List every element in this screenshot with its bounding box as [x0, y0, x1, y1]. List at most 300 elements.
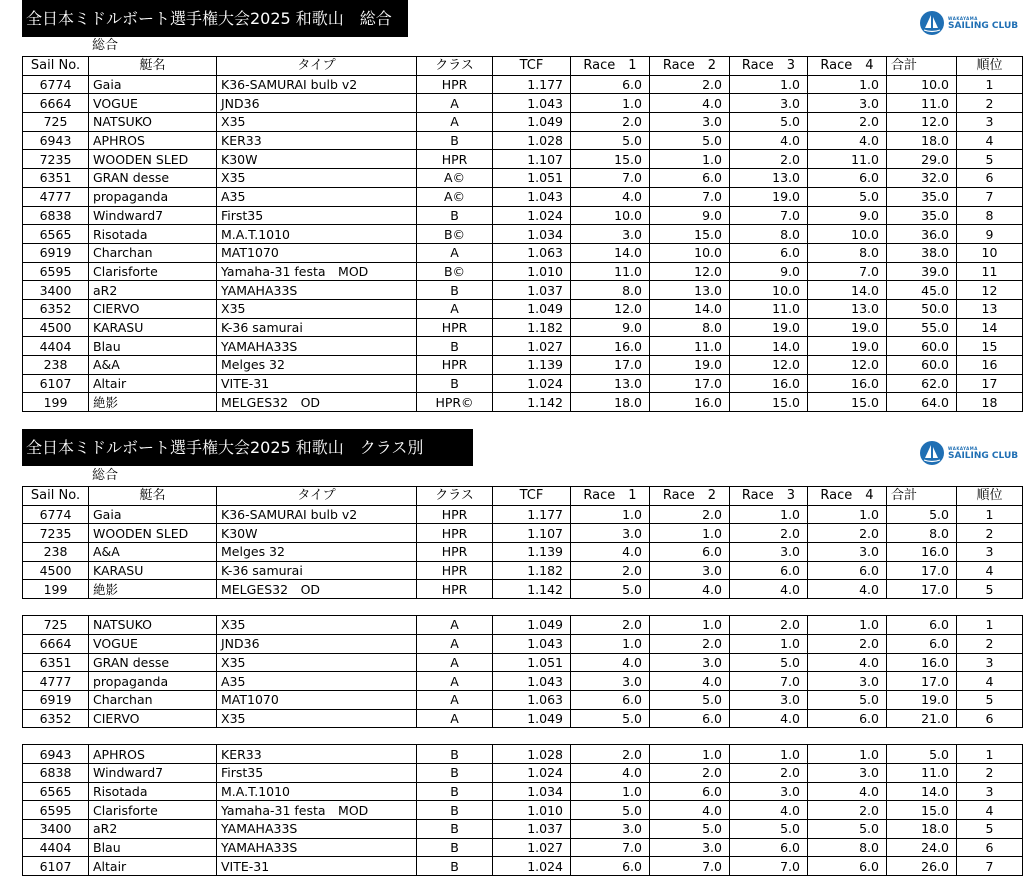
table-row: [23, 801, 1023, 820]
cell-rank: 3: [957, 653, 1023, 672]
column-header-race-3: Race 3: [730, 57, 808, 76]
cell-boat-name: APHROS: [89, 131, 217, 150]
header-row: [23, 57, 1023, 76]
cell-race-4: 4.0: [808, 131, 887, 150]
cell-rank: 5: [957, 150, 1023, 169]
cell-tcf: 1.028: [493, 745, 571, 764]
cell-class: A: [417, 616, 493, 635]
cell-boat-type: Yamaha-31 festa MOD: [217, 262, 417, 281]
cell-race-1: 11.0: [571, 262, 650, 281]
cell-class: B: [417, 374, 493, 393]
cell-race-3: 8.0: [730, 225, 808, 244]
cell-rank: 6: [957, 709, 1023, 728]
cell-sail-no: 3400: [23, 281, 89, 300]
cell-race-2: 4.0: [650, 94, 730, 113]
cell-race-2: 3.0: [650, 561, 730, 580]
cell-sail-no: 6664: [23, 634, 89, 653]
cell-race-1: 3.0: [571, 820, 650, 839]
cell-sail-no: 4404: [23, 838, 89, 857]
cell-race-3: 7.0: [730, 857, 808, 876]
cell-race-4: 2.0: [808, 524, 887, 543]
cell-total: 6.0: [887, 634, 957, 653]
cell-total: 18.0: [887, 820, 957, 839]
cell-sail-no: 6565: [23, 225, 89, 244]
cell-rank: 18: [957, 393, 1023, 412]
cell-race-3: 5.0: [730, 113, 808, 132]
cell-class: HPR: [417, 543, 493, 562]
cell-race-2: 2.0: [650, 763, 730, 782]
cell-boat-name: GRAN desse: [89, 169, 217, 188]
cell-class: A: [417, 634, 493, 653]
sailboat-icon: [919, 440, 945, 466]
cell-tcf: 1.063: [493, 243, 571, 262]
cell-race-1: 12.0: [571, 299, 650, 318]
cell-race-1: 5.0: [571, 709, 650, 728]
cell-boat-name: VOGUE: [89, 94, 217, 113]
cell-sail-no: 6595: [23, 801, 89, 820]
cell-race-4: 2.0: [808, 113, 887, 132]
cell-boat-type: X35: [217, 653, 417, 672]
cell-race-1: 5.0: [571, 580, 650, 599]
table-row: [23, 262, 1023, 281]
cell-tcf: 1.139: [493, 543, 571, 562]
cell-class: HPR: [417, 356, 493, 375]
cell-boat-name: CIERVO: [89, 299, 217, 318]
cell-race-3: 5.0: [730, 820, 808, 839]
table-row: [23, 337, 1023, 356]
cell-total: 19.0: [887, 690, 957, 709]
cell-race-3: 3.0: [730, 94, 808, 113]
cell-rank: 17: [957, 374, 1023, 393]
cell-class: B: [417, 281, 493, 300]
column-header-rank: 順位: [957, 487, 1023, 506]
cell-total: 11.0: [887, 763, 957, 782]
cell-tcf: 1.049: [493, 709, 571, 728]
cell-boat-type: X35: [217, 169, 417, 188]
cell-boat-type: K36-SAMURAI bulb v2: [217, 75, 417, 94]
cell-boat-name: Gaia: [89, 75, 217, 94]
cell-boat-name: KARASU: [89, 318, 217, 337]
cell-tcf: 1.051: [493, 653, 571, 672]
cell-tcf: 1.037: [493, 281, 571, 300]
cell-race-3: 2.0: [730, 150, 808, 169]
cell-boat-type: JND36: [217, 94, 417, 113]
table-row: [23, 318, 1023, 337]
cell-sail-no: 4404: [23, 337, 89, 356]
cell-sail-no: 6838: [23, 763, 89, 782]
cell-rank: 1: [957, 745, 1023, 764]
cell-boat-type: JND36: [217, 634, 417, 653]
overall-subtitle: 総合: [92, 38, 119, 53]
cell-class: A: [417, 243, 493, 262]
cell-boat-name: Altair: [89, 857, 217, 876]
column-header-class: クラス: [417, 487, 493, 506]
cell-race-2: 4.0: [650, 672, 730, 691]
cell-boat-name: Blau: [89, 337, 217, 356]
cell-race-3: 13.0: [730, 169, 808, 188]
column-header-race-3: Race 3: [730, 487, 808, 506]
cell-race-3: 9.0: [730, 262, 808, 281]
cell-boat-name: NATSUKO: [89, 113, 217, 132]
cell-total: 36.0: [887, 225, 957, 244]
cell-class: B: [417, 857, 493, 876]
cell-race-4: 13.0: [808, 299, 887, 318]
column-header-race-2: Race 2: [650, 57, 730, 76]
cell-race-1: 10.0: [571, 206, 650, 225]
cell-tcf: 1.010: [493, 801, 571, 820]
cell-boat-name: Risotada: [89, 782, 217, 801]
cell-rank: 4: [957, 801, 1023, 820]
table-row: [23, 580, 1023, 599]
cell-race-1: 2.0: [571, 113, 650, 132]
cell-rank: 3: [957, 113, 1023, 132]
table-row: [23, 820, 1023, 839]
cell-race-3: 4.0: [730, 580, 808, 599]
cell-sail-no: 4500: [23, 318, 89, 337]
column-header-race-4: Race 4: [808, 57, 887, 76]
cell-total: 55.0: [887, 318, 957, 337]
cell-race-4: 15.0: [808, 393, 887, 412]
cell-boat-type: K30W: [217, 150, 417, 169]
cell-race-2: 1.0: [650, 150, 730, 169]
cell-sail-no: 6838: [23, 206, 89, 225]
table-row: [23, 206, 1023, 225]
cell-total: 35.0: [887, 206, 957, 225]
cell-boat-type: M.A.T.1010: [217, 225, 417, 244]
cell-boat-type: VITE-31: [217, 857, 417, 876]
cell-race-1: 1.0: [571, 782, 650, 801]
cell-race-1: 3.0: [571, 524, 650, 543]
separator-cell: [23, 599, 1023, 616]
table-row: [23, 616, 1023, 635]
cell-rank: 3: [957, 543, 1023, 562]
table-row: [23, 94, 1023, 113]
class-results-table: [22, 486, 1023, 876]
cell-rank: 2: [957, 634, 1023, 653]
cell-total: 62.0: [887, 374, 957, 393]
cell-tcf: 1.010: [493, 262, 571, 281]
logo-small-text: WAKAYAMA: [948, 446, 978, 451]
cell-boat-name: Altair: [89, 374, 217, 393]
cell-boat-type: First35: [217, 763, 417, 782]
cell-tcf: 1.051: [493, 169, 571, 188]
cell-race-1: 7.0: [571, 169, 650, 188]
cell-boat-type: KER33: [217, 745, 417, 764]
cell-boat-name: NATSUKO: [89, 616, 217, 635]
cell-race-2: 1.0: [650, 524, 730, 543]
cell-boat-name: A&A: [89, 356, 217, 375]
cell-rank: 6: [957, 838, 1023, 857]
column-header-boat-type: タイプ: [217, 487, 417, 506]
cell-boat-name: CIERVO: [89, 709, 217, 728]
cell-boat-name: Clarisforte: [89, 262, 217, 281]
group-separator: [23, 728, 1023, 745]
class-subtitle: 総合: [92, 468, 119, 483]
cell-race-4: 8.0: [808, 243, 887, 262]
cell-class: HPR: [417, 524, 493, 543]
cell-race-4: 2.0: [808, 634, 887, 653]
cell-race-3: 5.0: [730, 653, 808, 672]
cell-boat-name: Clarisforte: [89, 801, 217, 820]
cell-boat-name: WOODEN SLED: [89, 524, 217, 543]
cell-boat-type: A35: [217, 672, 417, 691]
cell-boat-name: KARASU: [89, 561, 217, 580]
cell-sail-no: 238: [23, 356, 89, 375]
cell-total: 21.0: [887, 709, 957, 728]
cell-race-4: 6.0: [808, 857, 887, 876]
cell-boat-name: Charchan: [89, 243, 217, 262]
cell-sail-no: 6107: [23, 857, 89, 876]
cell-rank: 1: [957, 616, 1023, 635]
cell-race-3: 4.0: [730, 801, 808, 820]
cell-race-3: 1.0: [730, 75, 808, 94]
cell-total: 17.0: [887, 580, 957, 599]
cell-boat-name: Risotada: [89, 225, 217, 244]
cell-race-1: 14.0: [571, 243, 650, 262]
cell-rank: 14: [957, 318, 1023, 337]
cell-race-2: 4.0: [650, 801, 730, 820]
cell-sail-no: 4500: [23, 561, 89, 580]
cell-boat-type: YAMAHA33S: [217, 838, 417, 857]
cell-rank: 4: [957, 672, 1023, 691]
cell-boat-name: A&A: [89, 543, 217, 562]
cell-rank: 5: [957, 580, 1023, 599]
cell-boat-name: Windward7: [89, 206, 217, 225]
table-row: [23, 187, 1023, 206]
cell-race-2: 3.0: [650, 113, 730, 132]
cell-race-1: 17.0: [571, 356, 650, 375]
cell-race-1: 5.0: [571, 131, 650, 150]
sailing-club-logo: [919, 440, 1019, 468]
cell-sail-no: 6352: [23, 709, 89, 728]
cell-race-4: 1.0: [808, 505, 887, 524]
table-row: [23, 150, 1023, 169]
cell-rank: 2: [957, 524, 1023, 543]
table-row: [23, 243, 1023, 262]
cell-total: 12.0: [887, 113, 957, 132]
table-row: [23, 561, 1023, 580]
cell-rank: 3: [957, 782, 1023, 801]
cell-boat-type: K30W: [217, 524, 417, 543]
table-row: [23, 634, 1023, 653]
cell-boat-type: YAMAHA33S: [217, 281, 417, 300]
cell-race-3: 10.0: [730, 281, 808, 300]
cell-boat-type: YAMAHA33S: [217, 337, 417, 356]
cell-boat-name: propaganda: [89, 672, 217, 691]
table-row: [23, 75, 1023, 94]
cell-total: 60.0: [887, 337, 957, 356]
cell-race-4: 19.0: [808, 318, 887, 337]
cell-race-2: 8.0: [650, 318, 730, 337]
cell-boat-type: YAMAHA33S: [217, 820, 417, 839]
cell-class: A: [417, 672, 493, 691]
cell-tcf: 1.107: [493, 150, 571, 169]
cell-race-4: 5.0: [808, 690, 887, 709]
cell-tcf: 1.063: [493, 690, 571, 709]
cell-tcf: 1.049: [493, 299, 571, 318]
cell-race-4: 16.0: [808, 374, 887, 393]
column-header-tcf: TCF: [493, 487, 571, 506]
cell-rank: 12: [957, 281, 1023, 300]
cell-total: 8.0: [887, 524, 957, 543]
table-row: [23, 653, 1023, 672]
cell-boat-type: X35: [217, 299, 417, 318]
cell-race-1: 6.0: [571, 857, 650, 876]
column-header-race-2: Race 2: [650, 487, 730, 506]
cell-tcf: 1.027: [493, 838, 571, 857]
cell-total: 5.0: [887, 745, 957, 764]
cell-race-1: 4.0: [571, 543, 650, 562]
cell-race-2: 6.0: [650, 709, 730, 728]
cell-sail-no: 6664: [23, 94, 89, 113]
cell-race-3: 7.0: [730, 206, 808, 225]
cell-race-4: 8.0: [808, 838, 887, 857]
cell-race-4: 14.0: [808, 281, 887, 300]
cell-total: 11.0: [887, 94, 957, 113]
cell-tcf: 1.107: [493, 524, 571, 543]
cell-boat-type: X35: [217, 616, 417, 635]
cell-class: B: [417, 820, 493, 839]
cell-race-4: 1.0: [808, 75, 887, 94]
cell-rank: 2: [957, 763, 1023, 782]
cell-rank: 5: [957, 690, 1023, 709]
table-row: [23, 299, 1023, 318]
cell-boat-name: GRAN desse: [89, 653, 217, 672]
cell-boat-type: KER33: [217, 131, 417, 150]
cell-race-1: 5.0: [571, 801, 650, 820]
cell-race-2: 7.0: [650, 857, 730, 876]
cell-total: 39.0: [887, 262, 957, 281]
cell-race-1: 3.0: [571, 225, 650, 244]
cell-boat-type: X35: [217, 709, 417, 728]
table-row: [23, 131, 1023, 150]
logo-big-text: SAILING CLUB: [948, 451, 1019, 461]
cell-boat-type: Melges 32: [217, 543, 417, 562]
cell-race-2: 12.0: [650, 262, 730, 281]
class-title-banner: 全日本ミドルボート選手権大会2025 和歌山 クラス別: [22, 429, 473, 466]
cell-sail-no: 6919: [23, 243, 89, 262]
cell-total: 18.0: [887, 131, 957, 150]
cell-boat-type: K-36 samurai: [217, 318, 417, 337]
cell-sail-no: 6919: [23, 690, 89, 709]
cell-rank: 11: [957, 262, 1023, 281]
cell-class: A: [417, 94, 493, 113]
cell-total: 45.0: [887, 281, 957, 300]
cell-boat-type: K-36 samurai: [217, 561, 417, 580]
cell-race-2: 3.0: [650, 653, 730, 672]
cell-tcf: 1.049: [493, 616, 571, 635]
column-header-sail-no: Sail No.: [23, 57, 89, 76]
cell-class: B: [417, 763, 493, 782]
cell-tcf: 1.034: [493, 225, 571, 244]
cell-race-1: 4.0: [571, 763, 650, 782]
cell-race-3: 1.0: [730, 505, 808, 524]
cell-race-2: 7.0: [650, 187, 730, 206]
column-header-boat-type: タイプ: [217, 57, 417, 76]
cell-class: A: [417, 299, 493, 318]
cell-boat-type: X35: [217, 113, 417, 132]
cell-race-4: 3.0: [808, 94, 887, 113]
cell-sail-no: 4777: [23, 187, 89, 206]
sailboat-icon: [919, 10, 945, 36]
cell-race-2: 5.0: [650, 820, 730, 839]
cell-sail-no: 6774: [23, 505, 89, 524]
cell-class: HPR: [417, 580, 493, 599]
cell-race-4: 19.0: [808, 337, 887, 356]
logo-small-text: WAKAYAMA: [948, 16, 978, 21]
cell-rank: 10: [957, 243, 1023, 262]
cell-boat-name: WOODEN SLED: [89, 150, 217, 169]
cell-race-3: 14.0: [730, 337, 808, 356]
cell-class: A: [417, 690, 493, 709]
cell-class: B: [417, 206, 493, 225]
cell-race-2: 1.0: [650, 745, 730, 764]
cell-race-4: 3.0: [808, 543, 887, 562]
cell-race-3: 1.0: [730, 634, 808, 653]
cell-class: B: [417, 131, 493, 150]
cell-race-1: 2.0: [571, 616, 650, 635]
column-header-boat-name: 艇名: [89, 487, 217, 506]
cell-race-4: 1.0: [808, 616, 887, 635]
cell-race-2: 5.0: [650, 690, 730, 709]
cell-race-4: 4.0: [808, 580, 887, 599]
cell-boat-type: K36-SAMURAI bulb v2: [217, 505, 417, 524]
cell-tcf: 1.024: [493, 206, 571, 225]
cell-sail-no: 4777: [23, 672, 89, 691]
cell-boat-name: propaganda: [89, 187, 217, 206]
cell-class: B©: [417, 262, 493, 281]
cell-race-2: 6.0: [650, 543, 730, 562]
cell-boat-type: MAT1070: [217, 690, 417, 709]
cell-total: 38.0: [887, 243, 957, 262]
column-header-sail-no: Sail No.: [23, 487, 89, 506]
cell-sail-no: 238: [23, 543, 89, 562]
cell-race-3: 16.0: [730, 374, 808, 393]
table-row: [23, 709, 1023, 728]
cell-class: HPR: [417, 505, 493, 524]
cell-total: 29.0: [887, 150, 957, 169]
cell-sail-no: 6107: [23, 374, 89, 393]
cell-class: HPR: [417, 318, 493, 337]
cell-total: 26.0: [887, 857, 957, 876]
cell-race-3: 3.0: [730, 543, 808, 562]
cell-boat-type: MELGES32 OD: [217, 580, 417, 599]
column-header-race-4: Race 4: [808, 487, 887, 506]
cell-rank: 13: [957, 299, 1023, 318]
cell-total: 17.0: [887, 672, 957, 691]
cell-race-1: 1.0: [571, 505, 650, 524]
cell-class: B©: [417, 225, 493, 244]
cell-tcf: 1.049: [493, 113, 571, 132]
cell-race-3: 4.0: [730, 131, 808, 150]
table-row: [23, 113, 1023, 132]
cell-race-4: 1.0: [808, 745, 887, 764]
cell-race-2: 13.0: [650, 281, 730, 300]
column-header-class: クラス: [417, 57, 493, 76]
cell-class: A©: [417, 169, 493, 188]
cell-total: 16.0: [887, 653, 957, 672]
table-row: [23, 169, 1023, 188]
table-row: [23, 745, 1023, 764]
cell-rank: 4: [957, 131, 1023, 150]
cell-race-2: 9.0: [650, 206, 730, 225]
column-header-race-1: Race 1: [571, 57, 650, 76]
cell-tcf: 1.037: [493, 820, 571, 839]
cell-tcf: 1.027: [493, 337, 571, 356]
cell-race-4: 5.0: [808, 187, 887, 206]
cell-race-4: 6.0: [808, 169, 887, 188]
cell-boat-type: First35: [217, 206, 417, 225]
